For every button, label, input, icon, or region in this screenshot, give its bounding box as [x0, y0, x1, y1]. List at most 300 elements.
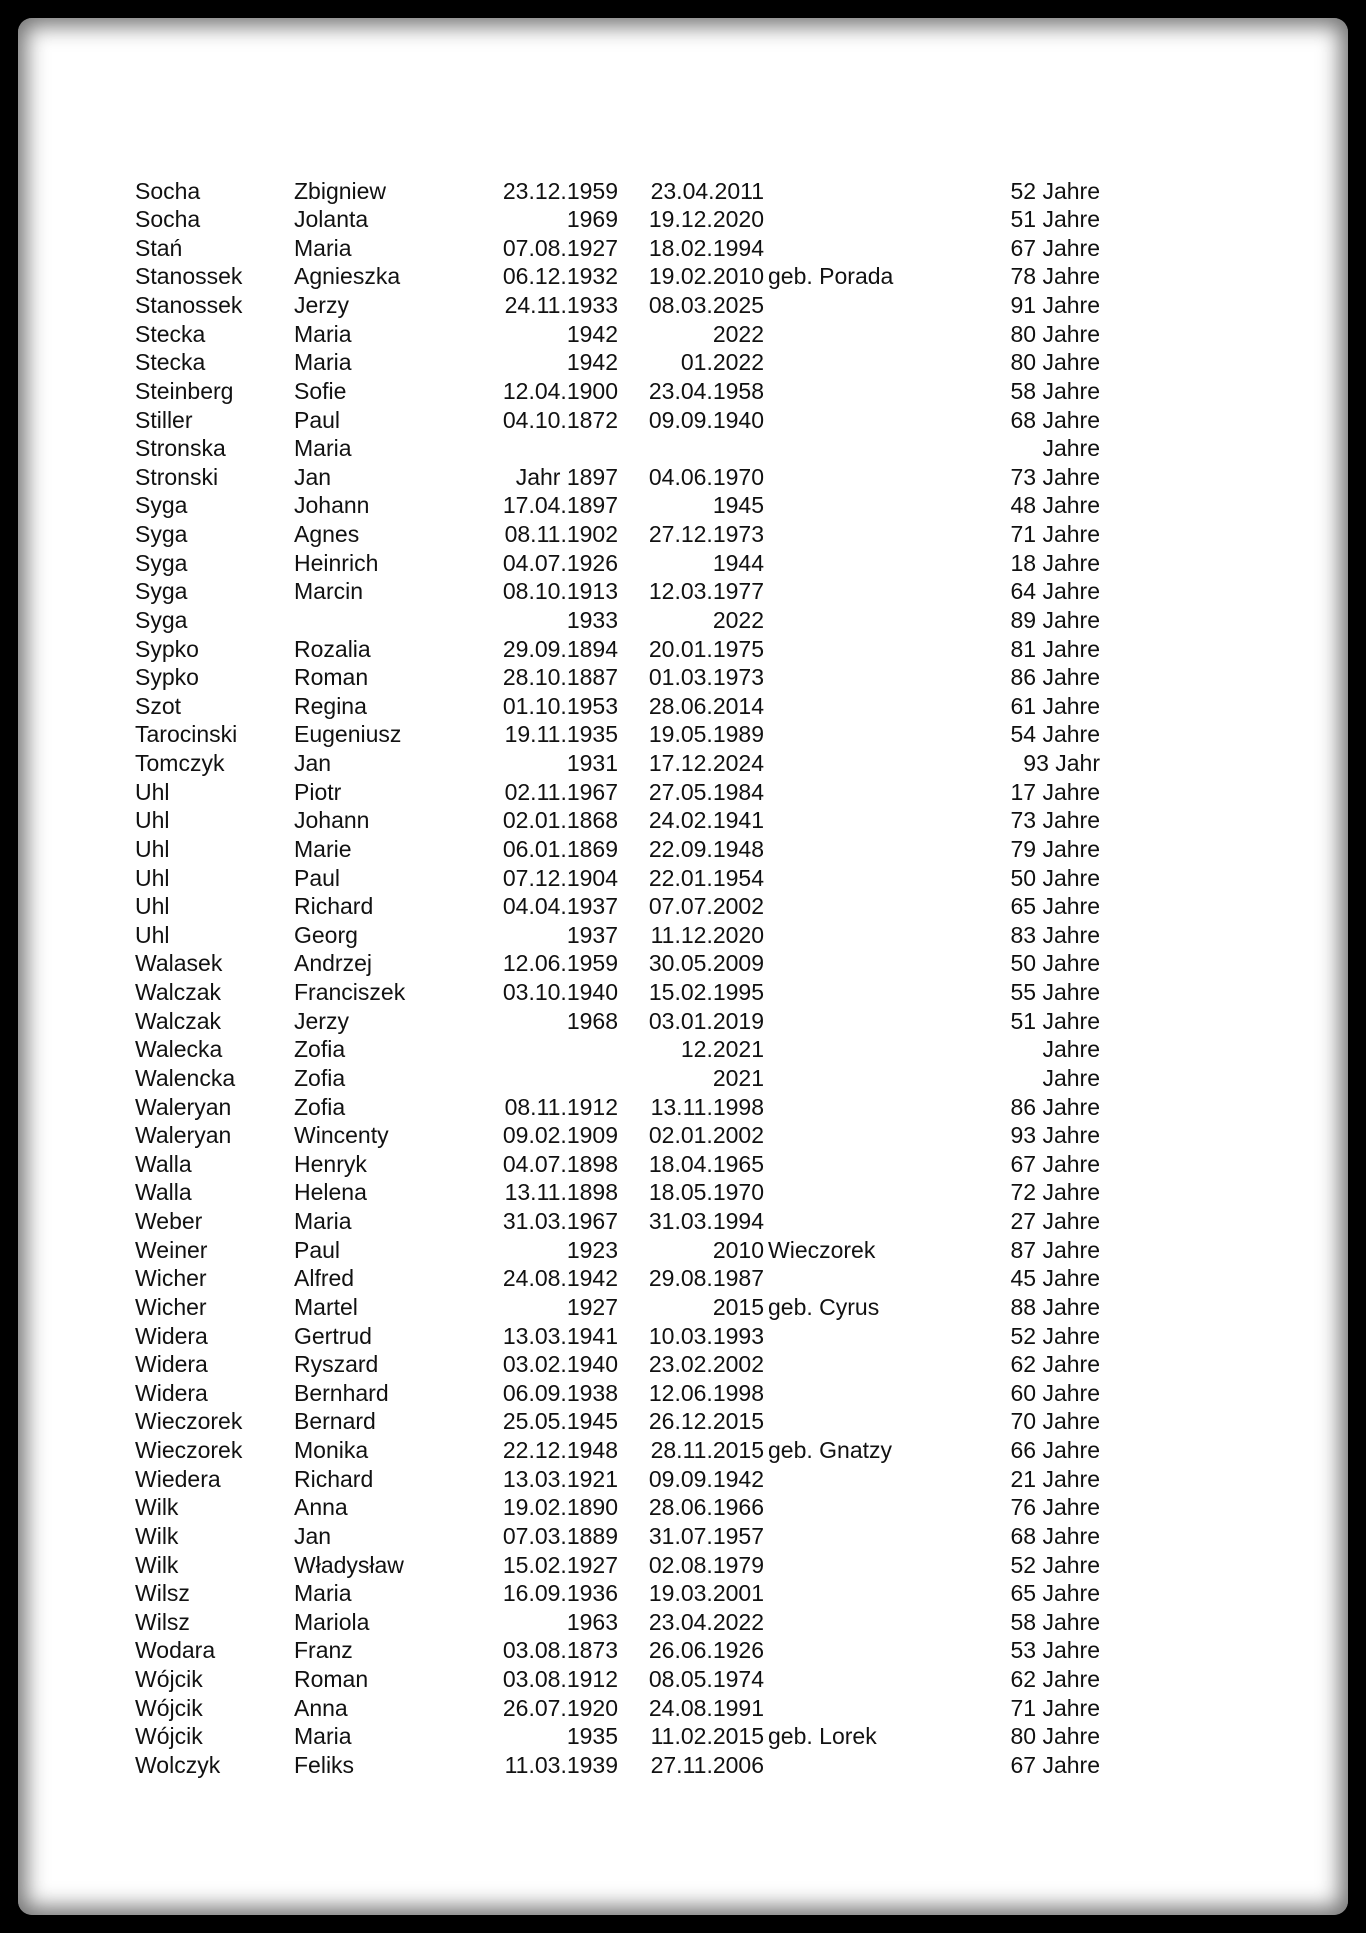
birth-date-cell: 11.03.1939 — [504, 1751, 618, 1778]
age-cell: 58 Jahre — [1010, 1608, 1100, 1635]
given-name-cell: Andrzej — [294, 950, 372, 977]
age-cell: 80 Jahre — [1010, 320, 1100, 347]
table-row — [18, 520, 1348, 549]
table-row — [18, 320, 1348, 349]
birth-date-cell: 08.11.1912 — [504, 1093, 618, 1120]
given-name-cell: Monika — [294, 1437, 369, 1463]
birth-date-cell: 1937 — [566, 921, 618, 948]
birth-date-cell: 07.03.1889 — [502, 1522, 618, 1549]
given-name-cell: Henryk — [294, 1150, 367, 1177]
birth-date-cell: 06.01.1869 — [502, 835, 618, 862]
given-name-cell: Maria — [294, 1208, 352, 1234]
birth-date-cell: 1927 — [566, 1293, 618, 1320]
given-name-cell: Johann — [294, 492, 370, 519]
given-name-cell: Bernhard — [294, 1379, 389, 1406]
age-cell: 52 Jahre — [1010, 1551, 1100, 1578]
given-name-cell: Georg — [294, 921, 358, 948]
age-cell: 51 Jahre — [1010, 1007, 1100, 1034]
surname-cell: Sypko — [135, 635, 199, 662]
birth-date-cell: 03.08.1912 — [502, 1666, 618, 1692]
death-date-cell: 19.05.1989 — [648, 721, 764, 748]
death-date-cell: 20.01.1975 — [648, 635, 764, 662]
age-cell: 80 Jahre — [1010, 349, 1100, 376]
given-name-cell: Anna — [294, 1494, 348, 1521]
table-row — [18, 1722, 1348, 1751]
note-cell: Wieczorek — [768, 1236, 876, 1263]
death-date-cell: 15.02.1995 — [648, 979, 764, 1005]
table-row — [18, 463, 1348, 492]
surname-cell: Wilk — [135, 1494, 179, 1521]
age-cell: 55 Jahre — [1010, 979, 1100, 1005]
birth-date-cell: 19.11.1935 — [504, 721, 618, 748]
given-name-cell: Jan — [294, 1522, 332, 1549]
table-row — [18, 1465, 1348, 1494]
death-date-cell: 08.05.1974 — [648, 1666, 764, 1692]
age-cell: 68 Jahre — [1010, 1522, 1100, 1549]
surname-cell: Weiner — [135, 1236, 208, 1263]
note-cell: geb. Cyrus — [768, 1293, 880, 1320]
surname-cell: Wilsz — [135, 1608, 190, 1635]
given-name-cell: Władysław — [294, 1551, 404, 1578]
given-name-cell: Agnes — [294, 521, 360, 547]
given-name-cell: Mariola — [294, 1608, 370, 1635]
given-name-cell: Jerzy — [294, 292, 349, 318]
death-date-cell: 2022 — [712, 320, 764, 347]
given-name-cell: Richard — [294, 893, 374, 920]
death-date-cell: 30.05.2009 — [648, 950, 764, 977]
death-date-cell: 28.06.1966 — [648, 1494, 764, 1521]
given-name-cell: Zofia — [294, 1036, 346, 1063]
note-cell: geb. Porada — [768, 263, 894, 290]
death-date-cell: 27.12.1973 — [648, 521, 764, 547]
death-date-cell: 11.12.2020 — [650, 921, 764, 948]
birth-date-cell: 31.03.1967 — [502, 1208, 618, 1234]
death-date-cell: 09.09.1940 — [648, 406, 764, 433]
given-name-cell: Paul — [294, 406, 341, 433]
age-cell: 73 Jahre — [1010, 807, 1100, 834]
age-cell: 67 Jahre — [1010, 1751, 1100, 1778]
table-row — [18, 1293, 1348, 1322]
birth-date-cell: 22.12.1948 — [502, 1437, 618, 1463]
surname-cell: Stań — [135, 234, 183, 261]
table-row — [18, 1665, 1348, 1694]
age-cell: 51 Jahre — [1010, 206, 1100, 233]
table-row — [18, 205, 1348, 234]
death-date-cell: 07.07.2002 — [648, 893, 764, 920]
birth-date-cell: 1942 — [566, 349, 618, 376]
surname-cell: Walczak — [135, 1007, 222, 1034]
age-cell: 62 Jahre — [1010, 1666, 1100, 1692]
surname-cell: Wodara — [135, 1637, 216, 1664]
age-cell: 88 Jahre — [1010, 1293, 1100, 1320]
surname-cell: Wilk — [135, 1522, 179, 1549]
death-date-cell: 23.02.2002 — [648, 1351, 764, 1378]
death-date-cell: 27.05.1984 — [648, 778, 764, 805]
age-cell: 93 Jahre — [1010, 1122, 1100, 1149]
surname-cell: Walencka — [135, 1064, 236, 1091]
given-name-cell: Gertrud — [294, 1322, 372, 1349]
death-date-cell: 01.03.1973 — [648, 664, 764, 691]
age-cell: 78 Jahre — [1010, 263, 1100, 290]
birth-date-cell: 04.10.1872 — [502, 406, 618, 433]
given-name-cell: Rozalia — [294, 635, 371, 662]
death-date-cell: 24.08.1991 — [648, 1694, 764, 1721]
given-name-cell: Richard — [294, 1465, 374, 1492]
table-row — [18, 1551, 1348, 1580]
age-cell: 65 Jahre — [1010, 1580, 1100, 1607]
birth-date-cell: 04.07.1898 — [502, 1150, 618, 1177]
table-row — [18, 1407, 1348, 1436]
given-name-cell: Marie — [294, 835, 352, 862]
death-date-cell: 19.02.2010 — [648, 263, 764, 290]
age-cell: 62 Jahre — [1010, 1351, 1100, 1378]
birth-date-cell: 06.09.1938 — [502, 1379, 618, 1406]
death-date-cell: 28.06.2014 — [648, 692, 764, 719]
birth-date-cell: 03.02.1940 — [502, 1351, 618, 1378]
surname-cell: Sypko — [135, 664, 199, 691]
birth-date-cell: 1963 — [566, 1608, 618, 1635]
surname-cell: Syga — [135, 578, 188, 605]
surname-cell: Walczak — [135, 979, 222, 1005]
death-date-cell: 17.12.2024 — [648, 750, 764, 776]
table-row — [18, 177, 1348, 206]
birth-date-cell: 24.08.1942 — [502, 1265, 618, 1292]
given-name-cell: Maria — [294, 349, 352, 376]
table-row — [18, 1035, 1348, 1064]
age-cell: 91 Jahre — [1010, 292, 1100, 318]
death-date-cell: 12.03.1977 — [648, 578, 764, 605]
age-cell: 54 Jahre — [1010, 721, 1100, 748]
death-date-cell: 19.03.2001 — [648, 1580, 764, 1607]
surname-cell: Syga — [135, 492, 188, 519]
table-row — [18, 635, 1348, 664]
birth-date-cell: 16.09.1936 — [502, 1580, 618, 1607]
age-cell: 89 Jahre — [1010, 606, 1100, 633]
death-date-cell: 09.09.1942 — [648, 1465, 764, 1492]
death-date-cell: 2015 — [712, 1293, 764, 1320]
death-date-cell: 23.04.2022 — [648, 1608, 764, 1635]
age-cell: 68 Jahre — [1010, 406, 1100, 433]
death-date-cell: 27.11.2006 — [650, 1751, 764, 1778]
birth-date-cell: 28.10.1887 — [502, 664, 618, 691]
surname-cell: Wójcik — [135, 1723, 203, 1750]
given-name-cell: Wincenty — [294, 1122, 389, 1149]
given-name-cell: Martel — [294, 1293, 358, 1320]
table-row — [18, 348, 1348, 377]
age-cell: Jahre — [1042, 1064, 1100, 1091]
death-date-cell: 12.06.1998 — [648, 1379, 764, 1406]
age-cell: 87 Jahre — [1010, 1236, 1100, 1263]
birth-date-cell: 15.02.1927 — [502, 1551, 618, 1578]
table-row — [18, 377, 1348, 406]
table-row — [18, 1207, 1348, 1236]
death-date-cell: 26.12.2015 — [648, 1408, 764, 1435]
table-row — [18, 1264, 1348, 1293]
birth-date-cell: 1935 — [566, 1723, 618, 1750]
surname-cell: Steinberg — [135, 377, 234, 404]
table-row — [18, 262, 1348, 291]
given-name-cell: Franz — [294, 1637, 353, 1664]
table-row — [18, 1608, 1348, 1637]
surname-cell: Weber — [135, 1208, 203, 1234]
death-date-cell: 08.03.2025 — [648, 292, 764, 318]
death-date-cell: 24.02.1941 — [648, 807, 764, 834]
age-cell: 18 Jahre — [1010, 549, 1100, 576]
table-row — [18, 1522, 1348, 1551]
age-cell: 67 Jahre — [1010, 1150, 1100, 1177]
birth-date-cell: 1931 — [566, 750, 618, 776]
table-row — [18, 1350, 1348, 1379]
table-row — [18, 720, 1348, 749]
death-date-cell: 04.06.1970 — [648, 463, 764, 490]
given-name-cell: Maria — [294, 1723, 352, 1750]
surname-cell: Waleryan — [135, 1122, 232, 1149]
death-date-cell: 02.08.1979 — [648, 1551, 764, 1578]
age-cell: 27 Jahre — [1010, 1208, 1100, 1234]
table-row — [18, 577, 1348, 606]
birth-date-cell: 1968 — [566, 1007, 618, 1034]
given-name-cell: Feliks — [294, 1751, 355, 1778]
birth-date-cell: 12.06.1959 — [502, 950, 618, 977]
surname-cell: Wilk — [135, 1551, 179, 1578]
death-date-cell: 1945 — [712, 492, 764, 519]
birth-date-cell: 1942 — [566, 320, 618, 347]
surname-cell: Stecka — [135, 320, 206, 347]
surname-cell: Uhl — [135, 835, 170, 862]
death-date-cell: 2022 — [712, 606, 764, 633]
death-date-cell: 01.2022 — [680, 349, 764, 376]
age-cell: 67 Jahre — [1010, 234, 1100, 261]
death-date-cell: 02.01.2002 — [648, 1122, 764, 1149]
table-row — [18, 491, 1348, 520]
age-cell: 21 Jahre — [1010, 1465, 1100, 1492]
age-cell: 64 Jahre — [1010, 578, 1100, 605]
table-row — [18, 778, 1348, 807]
table-row — [18, 1636, 1348, 1665]
table-row — [18, 692, 1348, 721]
surname-cell: Uhl — [135, 921, 170, 948]
surname-cell: Wicher — [135, 1293, 207, 1320]
age-cell: 79 Jahre — [1010, 835, 1100, 862]
given-name-cell: Roman — [294, 1666, 369, 1692]
death-date-cell: 2010 — [712, 1236, 764, 1263]
surname-cell: Widera — [135, 1379, 208, 1406]
age-cell: 81 Jahre — [1010, 635, 1100, 662]
birth-date-cell: 08.11.1902 — [504, 521, 618, 547]
surname-cell: Uhl — [135, 807, 170, 834]
age-cell: 61 Jahre — [1010, 692, 1100, 719]
birth-date-cell: 02.01.1868 — [502, 807, 618, 834]
given-name-cell: Ryszard — [294, 1351, 379, 1378]
age-cell: 17 Jahre — [1010, 778, 1100, 805]
table-row — [18, 978, 1348, 1007]
birth-date-cell: 13.11.1898 — [504, 1179, 618, 1206]
surname-cell: Wilsz — [135, 1580, 190, 1607]
birth-date-cell: 23.12.1959 — [502, 177, 618, 204]
surname-cell: Uhl — [135, 864, 170, 891]
death-date-cell: 26.06.1926 — [648, 1637, 764, 1664]
given-name-cell: Zbigniew — [294, 177, 387, 204]
surname-cell: Wolczyk — [135, 1751, 221, 1778]
given-name-cell: Helena — [294, 1179, 367, 1206]
table-row — [18, 434, 1348, 463]
age-cell: 72 Jahre — [1010, 1179, 1100, 1206]
age-cell: 71 Jahre — [1010, 521, 1100, 547]
table-row — [18, 234, 1348, 263]
given-name-cell: Maria — [294, 1580, 352, 1607]
birth-date-cell: 03.08.1873 — [502, 1637, 618, 1664]
table-row — [18, 1064, 1348, 1093]
document-page — [18, 18, 1348, 1915]
table-row — [18, 1694, 1348, 1723]
surname-cell: Walla — [135, 1150, 192, 1177]
age-cell: 73 Jahre — [1010, 463, 1100, 490]
age-cell: 83 Jahre — [1010, 921, 1100, 948]
age-cell: 48 Jahre — [1010, 492, 1100, 519]
given-name-cell: Franciszek — [294, 979, 406, 1005]
given-name-cell: Paul — [294, 1236, 341, 1263]
table-row — [18, 921, 1348, 950]
age-cell: 71 Jahre — [1010, 1694, 1100, 1721]
birth-date-cell: Jahr 1897 — [515, 463, 618, 490]
given-name-cell: Roman — [294, 664, 369, 691]
death-date-cell: 22.09.1948 — [648, 835, 764, 862]
birth-date-cell: 04.04.1937 — [502, 893, 618, 920]
given-name-cell: Zofia — [294, 1093, 346, 1120]
death-date-cell: 23.04.2011 — [650, 177, 764, 204]
birth-date-cell: 26.07.1920 — [502, 1694, 618, 1721]
table-row — [18, 1379, 1348, 1408]
table-row — [18, 663, 1348, 692]
death-date-cell: 28.11.2015 — [650, 1437, 764, 1463]
table-row — [18, 549, 1348, 578]
birth-date-cell: 07.08.1927 — [502, 234, 618, 261]
death-date-cell: 10.03.1993 — [648, 1322, 764, 1349]
surname-cell: Walasek — [135, 950, 223, 977]
birth-date-cell: 19.02.1890 — [502, 1494, 618, 1521]
given-name-cell: Agnieszka — [294, 263, 401, 290]
surname-cell: Walla — [135, 1179, 192, 1206]
surname-cell: Wicher — [135, 1265, 207, 1292]
given-name-cell: Heinrich — [294, 549, 379, 576]
age-cell: Jahre — [1042, 1036, 1100, 1063]
age-cell: 50 Jahre — [1010, 864, 1100, 891]
table-row — [18, 291, 1348, 320]
death-date-cell: 23.04.1958 — [648, 377, 764, 404]
table-row — [18, 1579, 1348, 1608]
surname-cell: Wójcik — [135, 1666, 203, 1692]
surname-cell: Socha — [135, 206, 201, 233]
death-date-cell: 31.03.1994 — [648, 1208, 764, 1234]
table-row — [18, 406, 1348, 435]
age-cell: 86 Jahre — [1010, 664, 1100, 691]
birth-date-cell: 09.02.1909 — [502, 1122, 618, 1149]
table-row — [18, 1322, 1348, 1351]
birth-date-cell: 13.03.1921 — [502, 1465, 618, 1492]
death-date-cell: 13.11.1998 — [650, 1093, 764, 1120]
age-cell: 53 Jahre — [1010, 1637, 1100, 1664]
death-date-cell: 29.08.1987 — [648, 1265, 764, 1292]
age-cell: 66 Jahre — [1010, 1437, 1100, 1463]
given-name-cell: Paul — [294, 864, 341, 891]
given-name-cell: Regina — [294, 692, 367, 719]
death-date-cell: 18.04.1965 — [648, 1150, 764, 1177]
given-name-cell: Maria — [294, 320, 352, 347]
birth-date-cell: 04.07.1926 — [502, 549, 618, 576]
surname-cell: Syga — [135, 549, 188, 576]
given-name-cell: Johann — [294, 807, 370, 834]
death-date-cell: 31.07.1957 — [648, 1522, 764, 1549]
age-cell: 52 Jahre — [1010, 177, 1100, 204]
surname-cell: Syga — [135, 521, 188, 547]
given-name-cell: Eugeniusz — [294, 721, 402, 748]
surname-cell: Stronska — [135, 435, 226, 462]
age-cell: 45 Jahre — [1010, 1265, 1100, 1292]
death-date-cell: 22.01.1954 — [648, 864, 764, 891]
death-date-cell: 11.02.2015 — [650, 1723, 764, 1750]
birth-date-cell: 13.03.1941 — [502, 1322, 618, 1349]
age-cell: 93 Jahr — [1023, 750, 1100, 776]
table-row — [18, 1236, 1348, 1265]
entries-table — [18, 177, 1348, 1780]
surname-cell: Stiller — [135, 406, 193, 433]
given-name-cell: Maria — [294, 234, 352, 261]
table-row — [18, 1093, 1348, 1122]
age-cell: 60 Jahre — [1010, 1379, 1100, 1406]
table-row — [18, 1436, 1348, 1465]
birth-date-cell: 1969 — [566, 206, 618, 233]
table-row — [18, 892, 1348, 921]
table-row — [18, 1121, 1348, 1150]
birth-date-cell: 07.12.1904 — [502, 864, 618, 891]
surname-cell: Syga — [135, 606, 188, 633]
death-date-cell: 2021 — [712, 1064, 764, 1091]
given-name-cell: Piotr — [294, 778, 342, 805]
birth-date-cell: 01.10.1953 — [502, 692, 618, 719]
surname-cell: Wieczorek — [135, 1408, 243, 1435]
age-cell: 52 Jahre — [1010, 1322, 1100, 1349]
surname-cell: Stecka — [135, 349, 206, 376]
age-cell: 80 Jahre — [1010, 1723, 1100, 1750]
birth-date-cell: 08.10.1913 — [502, 578, 618, 605]
death-date-cell: 03.01.2019 — [648, 1007, 764, 1034]
surname-cell: Szot — [135, 692, 182, 719]
surname-cell: Widera — [135, 1351, 208, 1378]
age-cell: 50 Jahre — [1010, 950, 1100, 977]
given-name-cell: Alfred — [294, 1265, 355, 1292]
surname-cell: Waleryan — [135, 1093, 232, 1120]
table-row — [18, 806, 1348, 835]
table-row — [18, 835, 1348, 864]
given-name-cell: Jan — [294, 750, 332, 776]
birth-date-cell: 02.11.1967 — [504, 778, 618, 805]
age-cell: 86 Jahre — [1010, 1093, 1100, 1120]
given-name-cell: Bernard — [294, 1408, 376, 1435]
table-row — [18, 1178, 1348, 1207]
death-date-cell: 1944 — [712, 549, 764, 576]
table-row — [18, 1751, 1348, 1780]
age-cell: 70 Jahre — [1010, 1408, 1100, 1435]
birth-date-cell: 25.05.1945 — [502, 1408, 618, 1435]
birth-date-cell: 29.09.1894 — [502, 635, 618, 662]
given-name-cell: Jerzy — [294, 1007, 349, 1034]
given-name-cell: Jan — [294, 463, 332, 490]
table-row — [18, 864, 1348, 893]
death-date-cell: 19.12.2020 — [648, 206, 764, 233]
note-cell: geb. Lorek — [768, 1723, 877, 1750]
surname-cell: Stanossek — [135, 263, 243, 290]
given-name-cell: Sofie — [294, 377, 347, 404]
